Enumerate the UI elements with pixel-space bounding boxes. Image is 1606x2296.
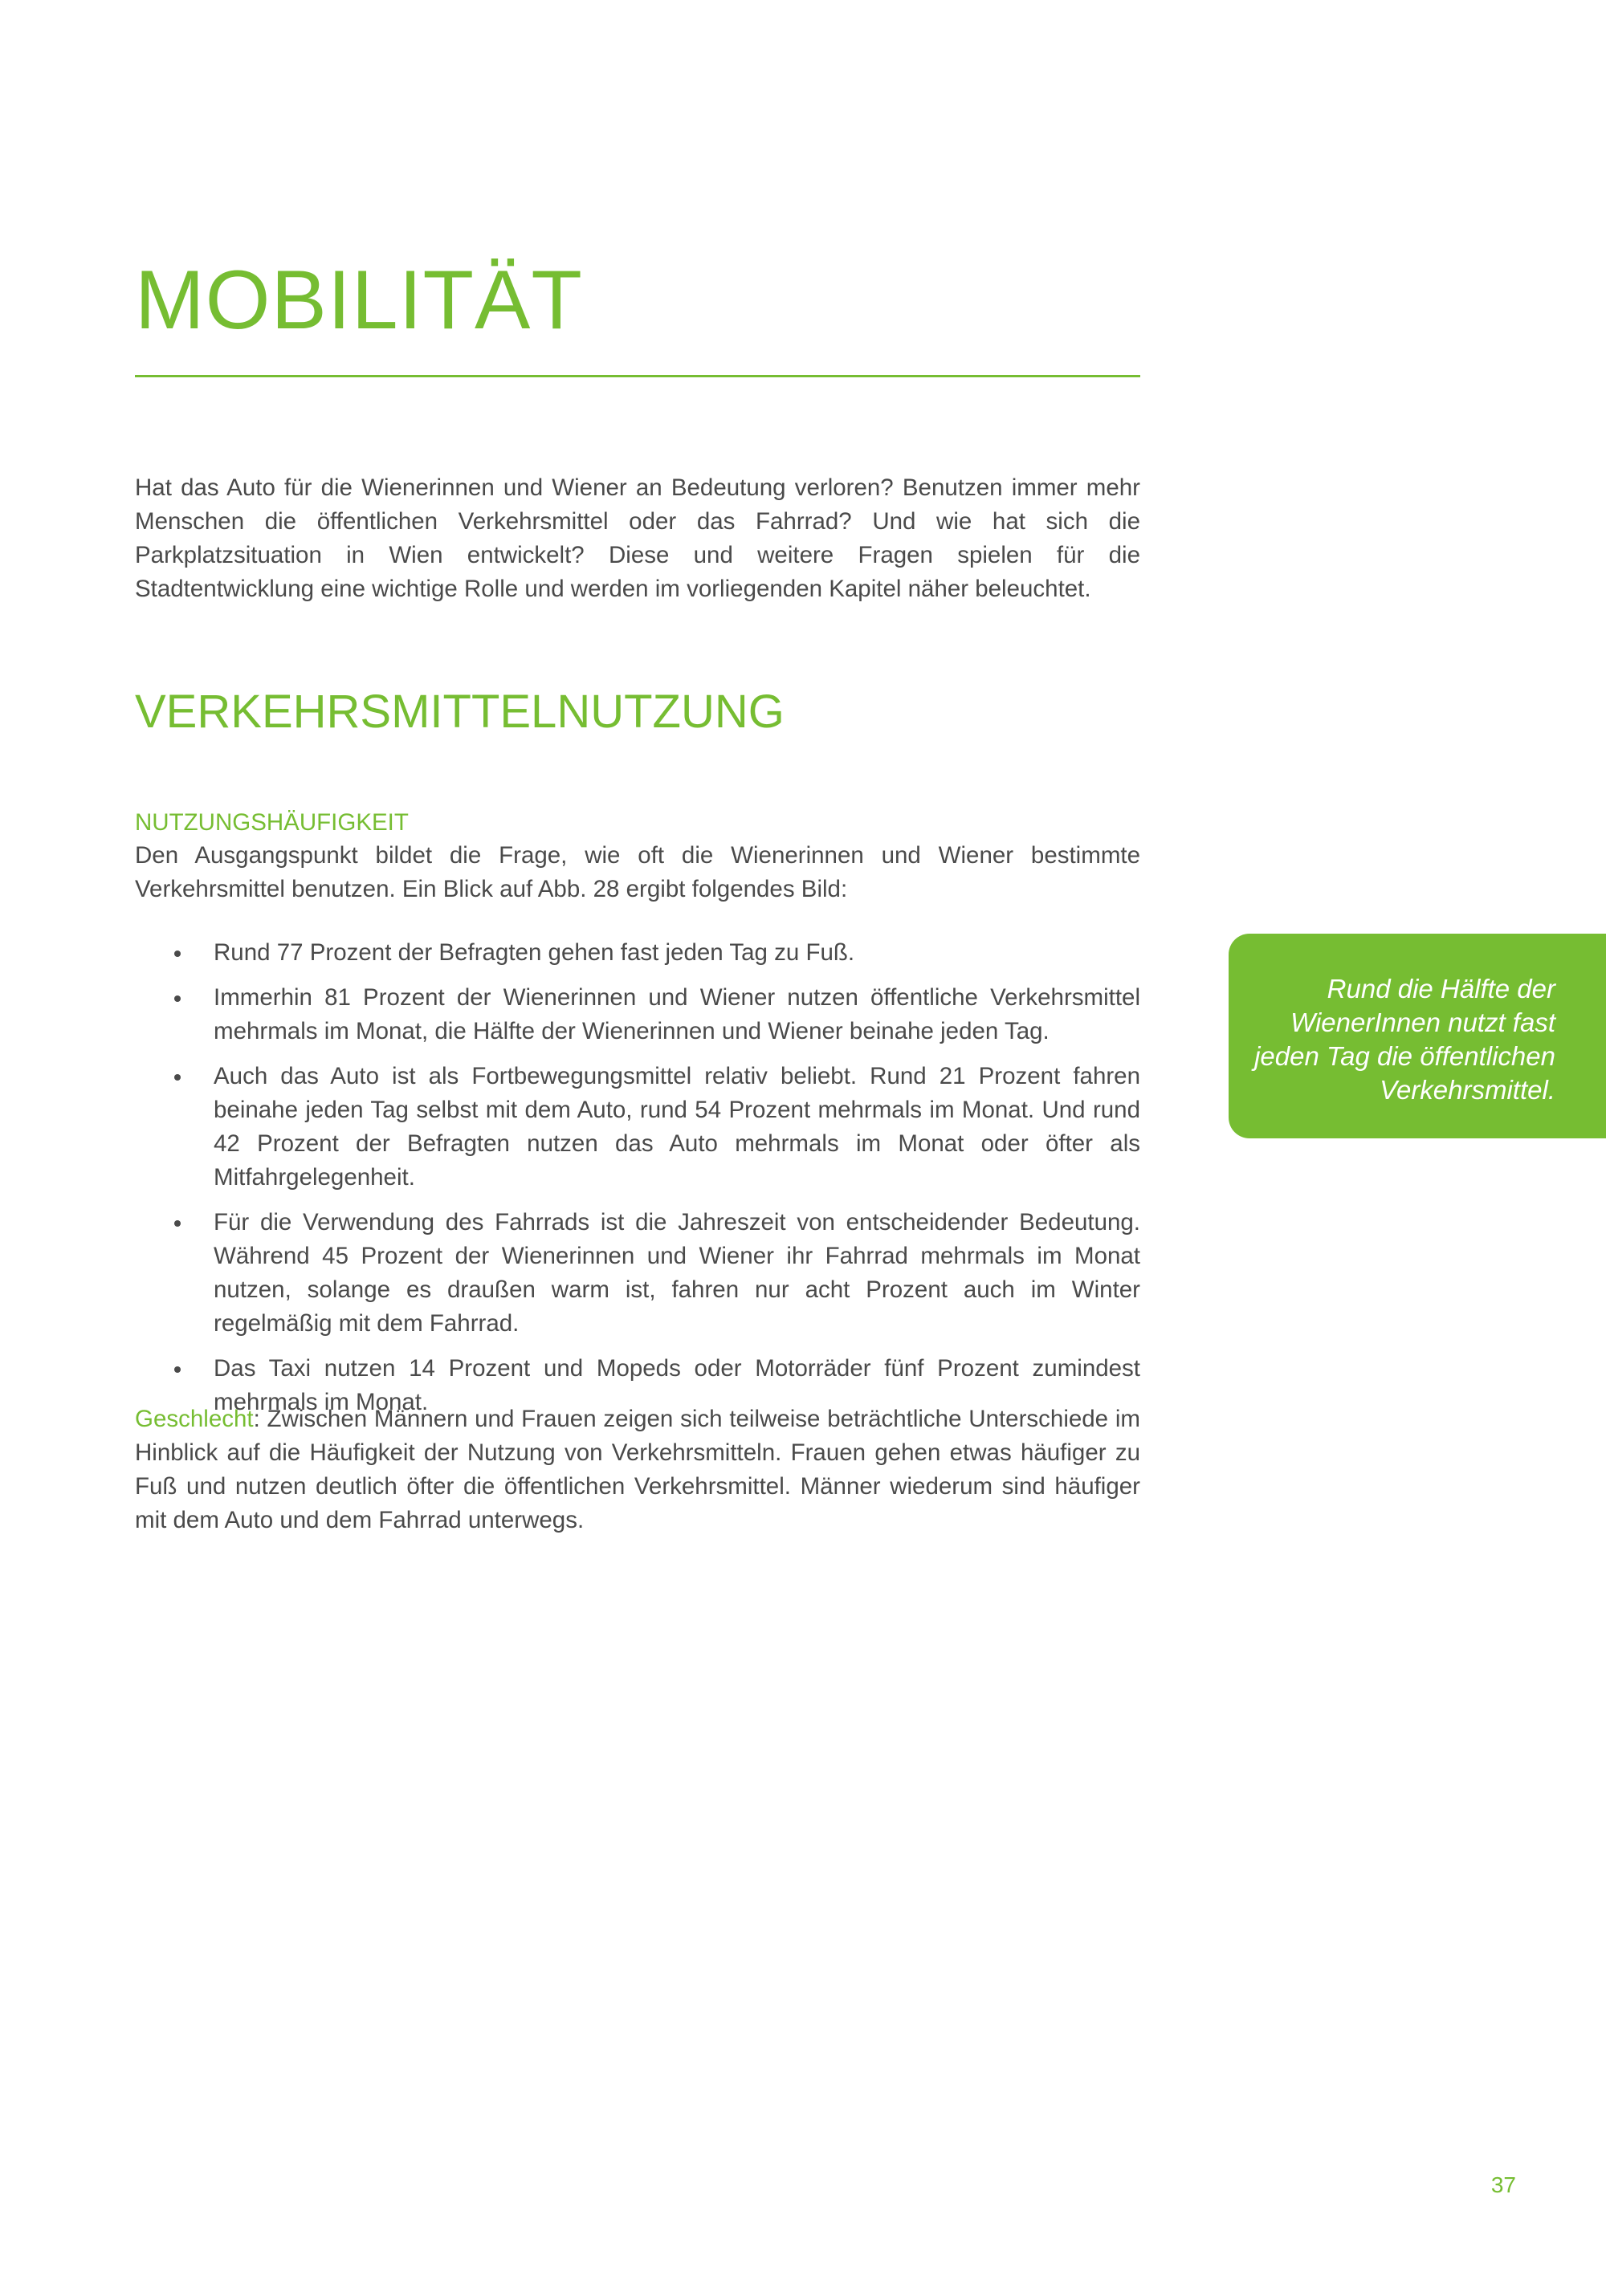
callout-text: Rund die Hälfte der WienerInnen nutzt fast jeden Tag die öffentlichen Verkehrsmittel.	[1254, 974, 1555, 1105]
highlight-callout	[1229, 934, 1606, 1138]
lead-paragraph: Den Ausgangspunkt bildet die Frage, wie oft die Wienerinnen und Wiener bestimmte Verkehrsmittel benutzen. Ein Blick auf Abb. 28 ergibt folgendes Bild:	[135, 842, 1140, 902]
list-item	[135, 981, 1140, 1048]
list-item-text: Auch das Auto ist als Fortbewegungsmittel relativ beliebt. Rund 21 Prozent fahren beinahe jeden Tag selbst mit dem Auto, rund 54 Prozent mehrmals im Monat. Und rund 42 Prozent der Befragten nutzen das Auto mehrmals im Monat oder öfter als Mitfahrgelegenheit.	[214, 1063, 1140, 1191]
bullet-icon	[174, 995, 181, 1002]
bullet-icon	[174, 1366, 181, 1373]
list-item	[135, 1206, 1140, 1341]
findings-list	[135, 936, 1140, 1431]
bullet-icon	[174, 1074, 181, 1081]
list-item-text: Für die Verwendung des Fahrrads ist die Jahreszeit von entscheidender Bedeutung. Während 45 Prozent der Wienerinnen und Wiener ihr Fahrrad mehrmals im Monat nutzen, solange es draußen warm ist, fahren nur acht Prozent auch im Winter regelmäßig mit dem Fahrrad.	[214, 1209, 1140, 1337]
gender-paragraph	[135, 1402, 1140, 1537]
page-title: MOBILITÄT	[135, 254, 583, 347]
gender-text: : Zwischen Männern und Frauen zeigen sich teilweise beträchtliche Unterschiede im Hinblick auf die Häufigkeit der Nutzung von Verkehrsmitteln. Frauen gehen etwas häufiger zu Fuß und nutzen deutlich öfter die öffentlichen Verkehrsmittel. Männer wiederum sind häufiger mit dem Auto und dem Fahrrad unterwegs.	[135, 1406, 1140, 1533]
bullet-icon	[174, 1220, 181, 1227]
intro-paragraph: Hat das Auto für die Wienerinnen und Wiener an Bedeutung verloren? Benutzen immer mehr Menschen die öffentlichen Verkehrsmittel oder das Fahrrad? Und wie hat sich die Parkplatzsituation in Wien entwickelt? Diese und weitere Fragen spielen für die Stadtentwicklung eine wichtige Rolle und werden im vorliegenden Kapitel näher beleuchtet.	[135, 474, 1140, 602]
page-number: 37	[1490, 2172, 1516, 2197]
title-divider	[135, 375, 1140, 377]
bullet-icon	[174, 951, 181, 957]
subsection-heading: NUTZUNGSHÄUFIGKEIT	[135, 809, 409, 836]
section-heading: VERKEHRSMITTELNUTZUNG	[135, 686, 785, 738]
list-item	[135, 1060, 1140, 1195]
list-item-text: Rund 77 Prozent der Befragten gehen fast jeden Tag zu Fuß.	[214, 939, 855, 966]
gender-label: Geschlecht	[135, 1406, 254, 1432]
list-item-text: Immerhin 81 Prozent der Wienerinnen und Wiener nutzen öffentliche Verkehrsmittel mehrmals im Monat, die Hälfte der Wienerinnen und Wiener beinahe jeden Tag.	[214, 984, 1140, 1044]
list-item-text: Das Taxi nutzen 14 Prozent und Mopeds oder Motorräder fünf Prozent zumindest mehrmals im Monat.	[214, 1355, 1140, 1415]
list-item	[135, 936, 1140, 970]
